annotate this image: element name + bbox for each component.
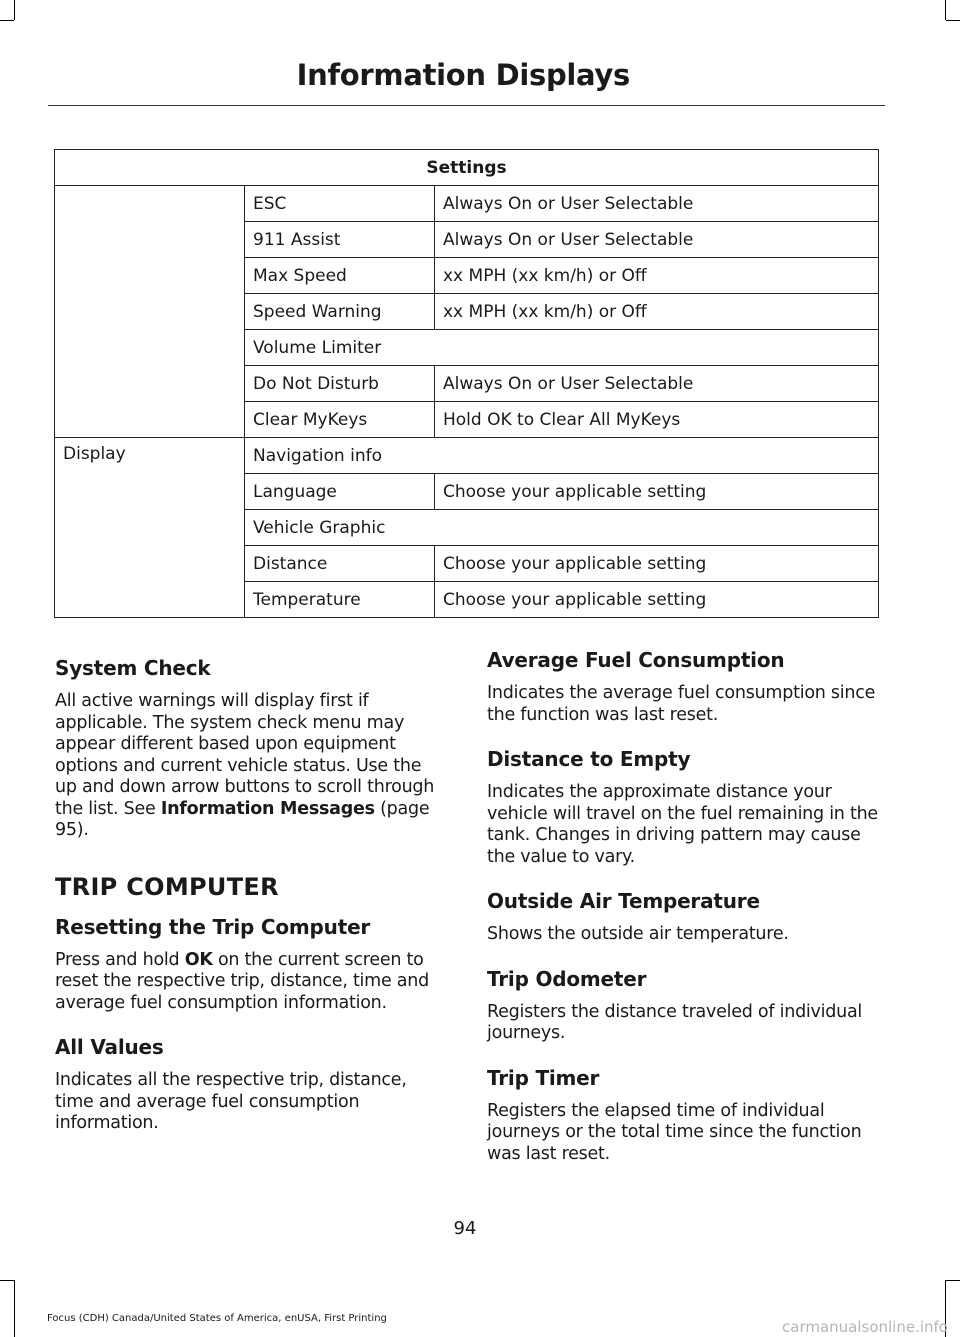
crop-mark [14, 1280, 15, 1337]
section-body: All active warnings will display first if applicable. The system check menu may appear different based upon equipment options and current vehicle status. Use the up and down arrow buttons to scroll through the list. See Information Messages (page 95). [55, 691, 435, 840]
crop-mark [945, 0, 946, 20]
section-body: Press and hold OK on the current screen to reset the respective trip, distance, time and average fuel consumption information. [55, 949, 429, 1013]
ok-button-label: OK [184, 949, 213, 970]
crop-mark [946, 1280, 960, 1281]
section-heading: Average Fuel Consumption [487, 648, 785, 672]
crop-mark [946, 20, 960, 21]
table-item-cell: Do Not Disturb [245, 366, 435, 402]
table-item-cell: Max Speed [245, 258, 435, 294]
table-item-cell: Volume Limiter [245, 330, 879, 366]
page-title: Information Displays [296, 58, 630, 92]
section-heading: System Check [55, 656, 211, 680]
section-body: Indicates all the respective trip, distance, time and average fuel consumption information. [55, 1070, 407, 1133]
footer-text: Focus (CDH) Canada/United States of America, enUSA, First Printing [47, 1313, 387, 1324]
table-value-cell: Always On or User Selectable [435, 186, 879, 222]
page-number: 94 [453, 1218, 477, 1239]
table-item-cell: Vehicle Graphic [245, 510, 879, 546]
table-value-cell: Choose your applicable setting [435, 474, 879, 510]
section-body: Indicates the average fuel consumption since the function was last reset. [487, 683, 876, 725]
table-item-cell: Temperature [245, 582, 435, 618]
table-value-cell: Choose your applicable setting [435, 546, 879, 582]
crop-mark [14, 0, 15, 20]
settings-table [54, 149, 879, 618]
table-title: Settings [55, 150, 879, 186]
section-heading: Trip Odometer [487, 966, 647, 991]
table-item-cell: Navigation info [245, 438, 879, 474]
table-value-cell: Always On or User Selectable [435, 222, 879, 258]
table-value-cell: Hold OK to Clear All MyKeys [435, 402, 879, 438]
section-body: Registers the distance traveled of individual journeys. [487, 1001, 863, 1043]
section-body: Indicates the approximate distance your vehicle will travel on the fuel remaining in the tank. Changes in driving pattern may cause the value to vary. [487, 782, 878, 867]
section-body: Shows the outside air temperature. [487, 924, 789, 944]
table-row [55, 186, 879, 222]
section-heading: Resetting the Trip Computer [55, 914, 371, 939]
section-heading: Outside Air Temperature [487, 889, 760, 913]
table-value-cell: xx MPH (xx km/h) or Off [435, 258, 879, 294]
table-value-cell: Choose your applicable setting [435, 582, 879, 618]
table-item-cell: Clear MyKeys [245, 402, 435, 438]
table-item-cell: ESC [245, 186, 435, 222]
table-row [55, 438, 879, 474]
table-item-cell: 911 Assist [245, 222, 435, 258]
table-category-cell [55, 186, 245, 438]
left-column [55, 655, 447, 1155]
crop-mark [0, 20, 14, 21]
section-heading: All Values [55, 1035, 164, 1059]
table-value-cell: xx MPH (xx km/h) or Off [435, 294, 879, 330]
section-heading: Distance to Empty [487, 747, 691, 771]
table-value-cell: Always On or User Selectable [435, 366, 879, 402]
watermark: carmanualsonline.info [782, 1318, 948, 1336]
right-column [487, 647, 882, 1185]
section-heading: Trip Timer [487, 1065, 600, 1090]
header-divider [48, 105, 885, 106]
crop-mark [0, 1280, 14, 1281]
table-item-cell: Speed Warning [245, 294, 435, 330]
cross-reference-link[interactable]: Information Messages [160, 798, 375, 819]
table-header-row [55, 150, 879, 186]
chapter-heading: TRIP COMPUTER [55, 872, 279, 901]
table-item-cell: Distance [245, 546, 435, 582]
table-category-cell: Display [55, 438, 245, 618]
section-body: Registers the elapsed time of individual journeys or the total time since the function was last reset. [487, 1100, 862, 1164]
table-item-cell: Language [245, 474, 435, 510]
